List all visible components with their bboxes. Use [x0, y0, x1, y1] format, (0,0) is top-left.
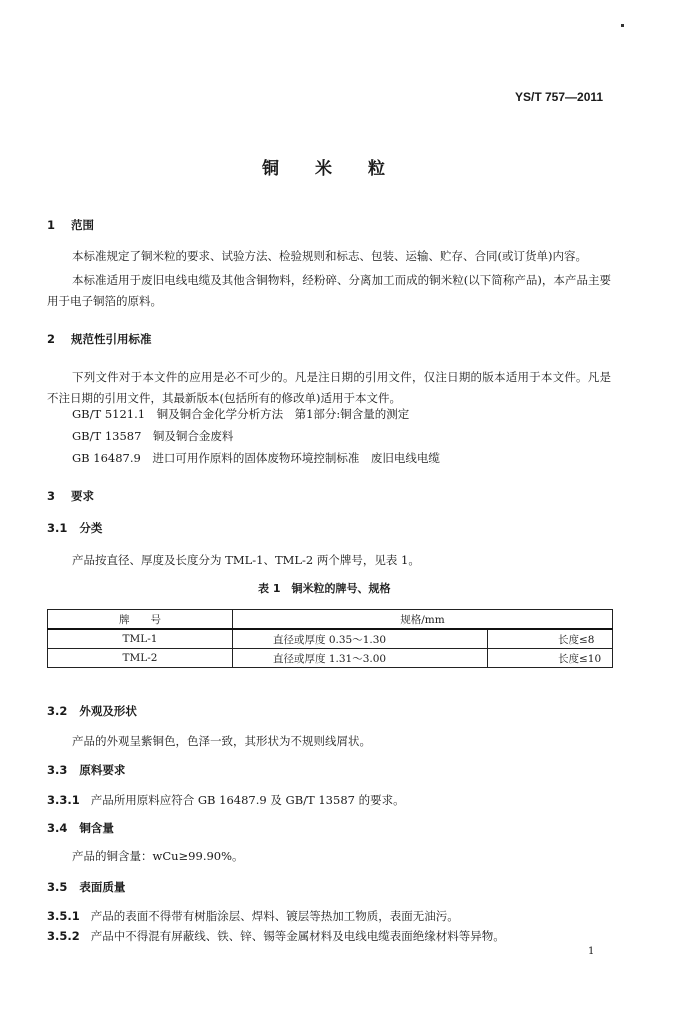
clause-text: 产品所用原料应符合 GB 16487.9 及 GB/T 13587 的要求。: [90, 793, 405, 807]
clause-3-3-1: [47, 790, 405, 810]
section-number: 3: [47, 489, 56, 503]
paragraph: 产品按直径、厚度及长度分为 TML-1、TML-2 两个牌号，见表 1。: [72, 553, 420, 567]
clause-number: 3.3.1: [47, 793, 80, 807]
clause-3-5-2: [47, 926, 505, 946]
reference-item: GB 16487.9 进口可用作原料的固体废物环境控制标准 废旧电线电缆: [72, 451, 440, 465]
paragraph: 下列文件对于本文件的应用是必不可少的。凡是注日期的引用文件，仅注日期的版本适用于本文件。凡是不注日期的引用文件，其最新版本(包括所有的修改单)适用于本文件。: [47, 370, 611, 405]
clause-number: 3.5.1: [47, 909, 80, 923]
clause-text: 产品的表面不得带有树脂涂层、焊料、镀层等热加工物质，表面无油污。: [90, 909, 459, 923]
scan-speck: [621, 24, 624, 27]
section-heading-3-1: [47, 520, 102, 536]
document-title: [262, 154, 385, 179]
section-number: 3.4: [47, 821, 68, 835]
section-heading-3: [47, 488, 94, 504]
section-heading-3-5: [47, 879, 125, 895]
section-number: 3.2: [47, 704, 68, 718]
page-number: 1: [588, 946, 595, 957]
cell-grade: TML-1: [48, 629, 233, 649]
section-title: 表面质量: [79, 880, 126, 894]
section-heading-2: [47, 331, 152, 347]
cell-dimension: 直径或厚度 0.35～1.30: [233, 629, 488, 649]
table-header-row: [48, 610, 613, 630]
paragraph: 产品的外观呈紫铜色，色泽一致，其形状为不规则线屑状。: [72, 734, 371, 748]
reference-item: GB/T 13587 铜及铜合金废料: [72, 429, 234, 443]
header-grade: 牌 号: [48, 610, 233, 630]
title-char: 粒: [368, 159, 385, 179]
cell-grade: TML-2: [48, 649, 233, 668]
title-char: 铜: [262, 159, 279, 179]
section-title: 要求: [71, 489, 95, 503]
section-title: 原料要求: [79, 763, 126, 777]
section-heading-1: [47, 217, 94, 233]
section-number: 1: [47, 218, 56, 232]
section-title: 规范性引用标准: [71, 332, 152, 346]
spec-table: [47, 609, 613, 668]
table-caption: 表 1 铜米粒的牌号、规格: [258, 582, 391, 595]
standard-number: YS/T 757—2011: [515, 90, 604, 104]
section-heading-3-4: [47, 820, 114, 836]
clause-text: 产品中不得混有屏蔽线、铁、锌、锡等金属材料及电线电缆表面绝缘材料等异物。: [90, 929, 505, 943]
section-heading-3-3: [47, 762, 125, 778]
header-spec: 规格/mm: [233, 610, 613, 630]
cell-dimension: 直径或厚度 1.31～3.00: [233, 649, 488, 668]
section-title: 外观及形状: [79, 704, 137, 718]
cell-length: 长度≤10: [488, 649, 613, 668]
section-title: 分类: [79, 521, 103, 535]
section-title: 范围: [71, 218, 95, 232]
reference-item: GB/T 5121.1 铜及铜合金化学分析方法 第1部分:铜含量的测定: [72, 407, 410, 421]
paragraph: 产品的铜含量：wCu≥99.90%。: [72, 849, 244, 863]
clause-3-5-1: [47, 906, 459, 926]
clause-number: 3.5.2: [47, 929, 80, 943]
cell-length: 长度≤8: [488, 629, 613, 649]
section-number: 3.3: [47, 763, 68, 777]
section-number: 3.5: [47, 880, 68, 894]
paragraph: 本标准适用于废旧电线电缆及其他含铜物料，经粉碎、分离加工而成的铜米粒(以下简称产品)，本产品主要用于电子铜箔的原料。: [47, 273, 611, 308]
section-number: 2: [47, 332, 56, 346]
section-number: 3.1: [47, 521, 68, 535]
table-row: [48, 629, 613, 649]
paragraph: 本标准规定了铜米粒的要求、试验方法、检验规则和标志、包装、运输、贮存、合同(或订货单)内容。: [72, 249, 587, 263]
section-heading-3-2: [47, 703, 137, 719]
table-row: [48, 649, 613, 668]
title-char: 米: [315, 159, 332, 179]
section-title: 铜含量: [79, 821, 114, 835]
